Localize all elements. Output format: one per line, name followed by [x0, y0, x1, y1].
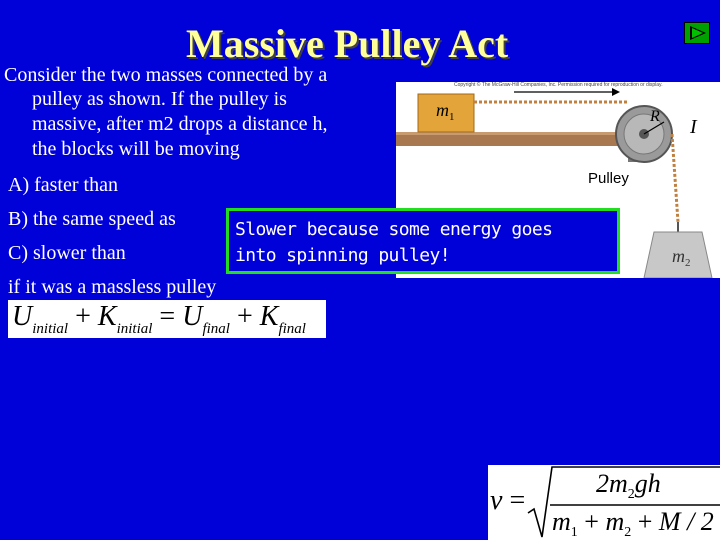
formula-v: v [490, 485, 503, 516]
mass2-label [672, 246, 691, 267]
eq-u-initial: U [12, 301, 33, 332]
velocity-formula [488, 465, 720, 540]
paragraph-line-3: massive, after m2 drops a distance h, [32, 113, 328, 135]
paragraph-line-1: Consider the two masses connected by a [4, 64, 328, 86]
rope-vertical [672, 134, 678, 222]
den-sub2: 2 [624, 525, 632, 540]
energy-equation [8, 300, 326, 338]
answer-callout [226, 208, 620, 274]
option-c: C) slower than [8, 242, 126, 264]
den-m2: m [605, 507, 625, 536]
num-2m: 2m [596, 469, 628, 498]
den-m-half: M / 2 [658, 507, 714, 536]
eq-plus-2: + [236, 301, 253, 332]
pulley-label: Pulley [588, 170, 629, 187]
paragraph-line-2: pulley as shown. If the pulley is [32, 88, 287, 110]
next-slide-button[interactable] [684, 22, 710, 44]
eq-plus-1: + [75, 301, 91, 332]
eq-sub-final-2: final [278, 321, 306, 337]
callout-text [235, 217, 552, 269]
callout-line-1: Slower because some energy goes [235, 219, 553, 240]
mass1-letter: m [436, 100, 449, 120]
eq-u-final: U [182, 301, 203, 332]
play-triangle-icon [689, 25, 707, 41]
mass1-subscript: 1 [449, 111, 455, 123]
mass1-label [436, 100, 455, 121]
formula-numerator [596, 469, 661, 502]
den-plus-1: + [584, 507, 599, 536]
eq-k-final: K [259, 301, 279, 332]
closing-line: if it was a massless pulley [8, 276, 217, 298]
slide-title: Massive Pulley Act [186, 21, 509, 66]
eq-sub-final-1: final [202, 321, 230, 337]
den-sub1: 1 [570, 525, 578, 540]
mass2-letter: m [672, 246, 685, 266]
option-b: B) the same speed as [8, 208, 176, 230]
eq-sub-initial-1: initial [32, 321, 69, 337]
den-m1: m [552, 507, 571, 536]
callout-line-2: into spinning pulley! [235, 245, 450, 266]
table-surface [396, 134, 644, 146]
eq-k-initial: K [97, 301, 117, 332]
inertia-label: I [690, 116, 697, 138]
mass2-subscript: 2 [685, 257, 691, 269]
paragraph-line-4: the blocks will be moving [32, 138, 240, 160]
num-gh: gh [634, 469, 661, 498]
eq-sub-initial-2: initial [116, 321, 153, 337]
formula-equals: = [509, 485, 526, 516]
copyright-text: Copyright © The McGraw-Hill Companies, Inc. Permission required for reproduction or display. [454, 82, 663, 88]
eq-equals: = [159, 301, 176, 332]
num-sub: 2 [627, 487, 635, 502]
radius-label: R [650, 108, 660, 125]
formula-denominator [552, 507, 714, 540]
den-plus-2: + [637, 507, 653, 536]
option-a: A) faster than [8, 174, 118, 196]
energy-equation-text [12, 301, 306, 337]
